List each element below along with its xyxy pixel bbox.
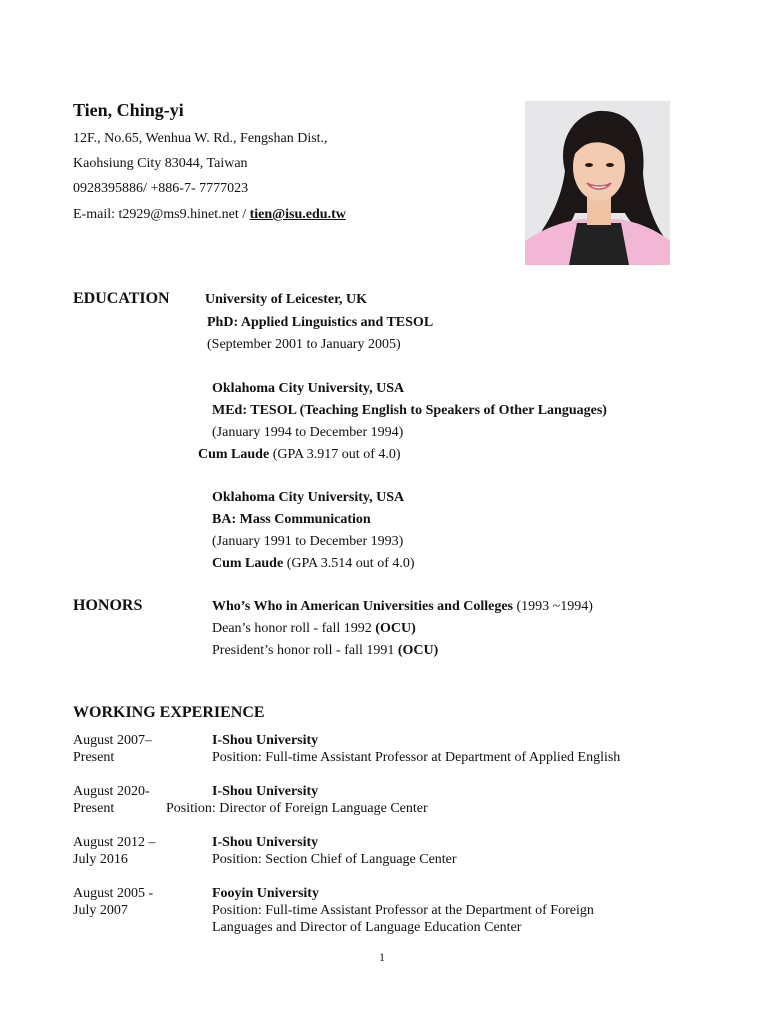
work-org-2: I-Shou University xyxy=(212,784,319,799)
honor-text: President’s honor roll - fall 1991 xyxy=(212,643,398,658)
honor-school: (OCU) xyxy=(397,643,439,658)
education-honor-2 xyxy=(198,446,401,464)
work-date-end-2: Present xyxy=(73,801,115,816)
work-date-end-3: July 2016 xyxy=(73,852,128,867)
work-org-1: I-Shou University xyxy=(212,733,319,748)
honor-school: (OCU) xyxy=(375,621,416,636)
work-position-2: Position: Director of Foreign Language Center xyxy=(166,801,428,816)
education-heading: EDUCATION xyxy=(73,290,170,307)
work-date-end-4: July 2007 xyxy=(73,903,128,918)
phone-line: 0928395886/ +886-7- 7777023 xyxy=(73,181,249,196)
honor-gpa: (GPA 3.917 out of 4.0) xyxy=(269,447,401,462)
honors-heading: HONORS xyxy=(73,597,143,614)
work-date-start-1: August 2007– xyxy=(73,733,152,748)
work-org-4: Fooyin University xyxy=(212,886,319,901)
education-dates-2: (January 1994 to December 1994) xyxy=(212,425,404,440)
work-date-start-3: August 2012 – xyxy=(73,835,156,850)
education-degree-2: MEd: TESOL (Teaching English to Speakers of Other Languages) xyxy=(212,403,607,418)
honor-title: Who’s Who in American Universities and Colleges xyxy=(212,599,514,614)
portrait-image xyxy=(525,101,670,265)
email-prefix: E-mail: t2929@ms9.hinet.net / xyxy=(73,207,250,222)
honor-bold: Cum Laude xyxy=(212,556,284,571)
cv-name: Tien, Ching-yi xyxy=(73,100,184,120)
work-position-4: Position: Full-time Assistant Professor at the Department of Foreign xyxy=(212,903,594,918)
honor-item-2 xyxy=(212,620,416,638)
work-date-start-2: August 2020- xyxy=(73,784,150,799)
work-position-3: Position: Section Chief of Language Center xyxy=(212,852,457,867)
honor-bold: Cum Laude xyxy=(198,447,270,462)
honor-years: (1993 ~1994) xyxy=(513,599,593,614)
education-honor-3 xyxy=(212,555,415,573)
address-line-2: Kaohsiung City 83044, Taiwan xyxy=(73,156,248,171)
education-dates-1: (September 2001 to January 2005) xyxy=(207,337,401,352)
education-degree-1: PhD: Applied Linguistics and TESOL xyxy=(207,315,434,330)
honor-text: Dean’s honor roll - fall 1992 xyxy=(212,621,376,636)
education-school-1: University of Leicester, UK xyxy=(205,292,367,307)
work-date-start-4: August 2005 - xyxy=(73,886,154,901)
honor-item-3 xyxy=(212,642,438,660)
work-date-end-1: Present xyxy=(73,750,115,765)
profile-photo xyxy=(525,101,670,265)
page-number: 1 xyxy=(379,950,385,964)
honor-item-1 xyxy=(212,598,593,616)
email-link[interactable]: tien@isu.edu.tw xyxy=(249,207,346,222)
work-org-3: I-Shou University xyxy=(212,835,319,850)
education-school-2: Oklahoma City University, USA xyxy=(212,381,405,396)
education-degree-3: BA: Mass Communication xyxy=(212,512,371,527)
honor-gpa: (GPA 3.514 out of 4.0) xyxy=(283,556,415,571)
work-position-4-cont: Languages and Director of Language Education Center xyxy=(212,920,522,935)
education-dates-3: (January 1991 to December 1993) xyxy=(212,534,404,549)
work-position-1: Position: Full-time Assistant Professor at Department of Applied English xyxy=(212,750,621,765)
address-line-1: 12F., No.65, Wenhua W. Rd., Fengshan Dist., xyxy=(73,131,328,146)
work-heading: WORKING EXPERIENCE xyxy=(73,704,265,721)
email-line xyxy=(73,206,346,224)
education-school-3: Oklahoma City University, USA xyxy=(212,490,405,505)
